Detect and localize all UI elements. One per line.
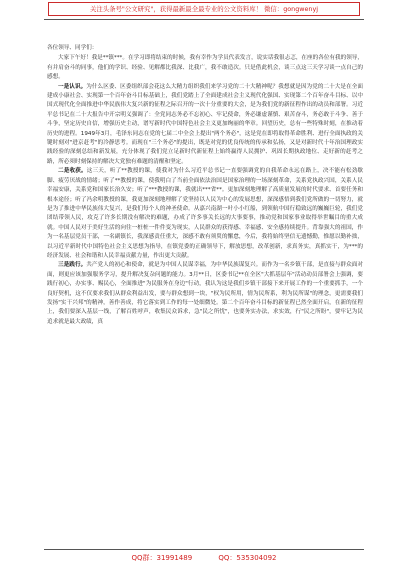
- paragraph-text: 为什么区委、区委组织部会花这么大精力组织我们来学习党的二十大精神呢？我想就是因为党的二十大是在全面建成小康社会、实现第一个百年奋斗目标基础上，我们党踏上了全面建成社会主义现代化强国、实现第二个百年奋斗目标、以中国式现代化全面推进中华民族伟大复兴新的征程之际召开的一次十分重要的大会，是为我们党的新征程作出的动员和部署。习近平总书记在二十大报告中开宗明义强调了：全党同志务必不忘初心、牢记使命，务必谦虚谨慎、艰苦奋斗，务必敢于斗争、善于斗争，坚定历史自信，增强历史主动，谱写新时代中国特色社会主义更加绚丽的华章。回望历史，总有一些特殊时刻，在推动着历史的进程。1949年3月，毛泽东同志在党的七届二中全会上提出"两个务必"，这是党在即将取得革命胜利、进行全面执政的关键时刻对"进京赶考"的冷静思考。而现在"三个务必"的提出，既是对党的优良传统的传承和弘扬，又是对新时代十年治国理政实践经验的深刻总结和新发展，充分体现了我们党立足新时代新征程上始终赢得人民拥护、巩固长期执政地位、走好新的赶考之路，所必须时刻保持的解决大党独有难题的清醒和坚定。: [47, 83, 363, 165]
- paragraph-text: 大家下午好！我是**镇***。在学习即将结束的时候，我有幸作为学员代表发言，说实话我很忐忑，在座的各位有我的领导，有并肩奋斗的同事，他们的学识、经验、见解都比我深、比我广，我不敢造次。只是借此机会，谈三点这三天学习谈一点自己的感想。: [47, 55, 363, 81]
- header-banner: [48, 2, 360, 16]
- paragraph-lead: 三是践行。: [58, 262, 87, 269]
- paragraph-text: 共产党人的初心和使命，就是为中国人民谋幸福，为中华民族谋复兴。而作为一名乡镇干部，是直接与群众面对面，则更应该加强服务学习，提升解决复杂问题的能力。3月**日，区委书记**在全区"大抓基层年"活动动员部署会上强调，要践行初心，办实事、赐民心，全面推进"为民服务在身边"行动，我认为这是我们乡镇干部接下来开展工作的一个重要抓手，一个良好契机，这不仅要求我们从群众利益出发，要与群众想到一块，"权为民所用，情为民所系，利为民所谋"的理念，更需要我们发扬"实干兴邦"的精神，善作善成，将它落实到工作的每一处细微处。第二个百年奋斗目标的新征程已然全面开启，在新的征程上，我们要深入基层一线，了解百姓呼声，收集民众诉求，急"民之所忧"，也要务实办法，求实效，行"民之所盼"，要牢记为民追求就是最大政绩，真: [47, 262, 363, 325]
- header-divider: [44, 19, 364, 20]
- document-body: [47, 44, 363, 327]
- banner-text: 关注头条号"公文研究"，获得最新最全最专业的公文资料库！ 微信：gongwenyj: [89, 5, 319, 13]
- paragraph-opening: [47, 54, 363, 82]
- paragraph-text: 这三天，听了**教授的课，使我对为什么习近平总书记一直要强调党的自我革命永远在路上，决不能有松劲歇脚、疲劳厌战的情绪；听了**教授的课，使我明白了当前全面依法治国是国家治理的一场深刻革命，关系党执政兴国，关系人民幸福安康，关系党和国家长治久安；听了***教授的课，我就出***省**。更加深刻地理解了高质量发展的时代要求、首要任务和根本途径；听了冯余明教授的课，我更加深刻地理解了党坚持以人民为中心的发展思想，深深感悟到我们党所做的一切努力，就是为了推进中华民族伟大复兴，是我们每个人的神圣使命。从嘉兴南湖一叶小小红船，到领航中国行稳致远的巍巍巨轮，我们党团结带领人民，攻克了许多长期没有解决的难题，办成了许多事关长远的大事要事，推动党和国家事业取得举世瞩目的重大成就。中国人民对于美好生活的向往一桩桩一件件变为现实，人民群众的获得感、幸福感、安全感持续提升。背靠强大的祖国，作为一名基层党员干部，一名副镇长，我深感责任重大，深感不敢有须臾的懈怠，今后，我将始终坚信无遗憾勤，惟愿以勤补拙，以习近平新时代中国特色社会主义思想为指导，在镇党委的正确领导下，解放思想，改革创新，求真务实，真抓实干，为***的经济发展、社会和谐和人民幸福贡献力量，作出更大贡献。: [47, 168, 363, 259]
- footer-qq-group: QQ群：31991489: [131, 554, 193, 562]
- paragraph-lead: 一是认识。: [58, 83, 87, 90]
- salutation: 各位领导、同学们：: [47, 45, 98, 51]
- paragraph-understanding: [47, 83, 363, 168]
- footer: [0, 553, 408, 563]
- footer-divider: [44, 549, 364, 550]
- paragraph-practice: [47, 261, 363, 327]
- paragraph-lead: 二是收获。: [58, 168, 87, 175]
- footer-qq: QQ：535304092: [218, 554, 277, 562]
- paragraph-gains: [47, 167, 363, 261]
